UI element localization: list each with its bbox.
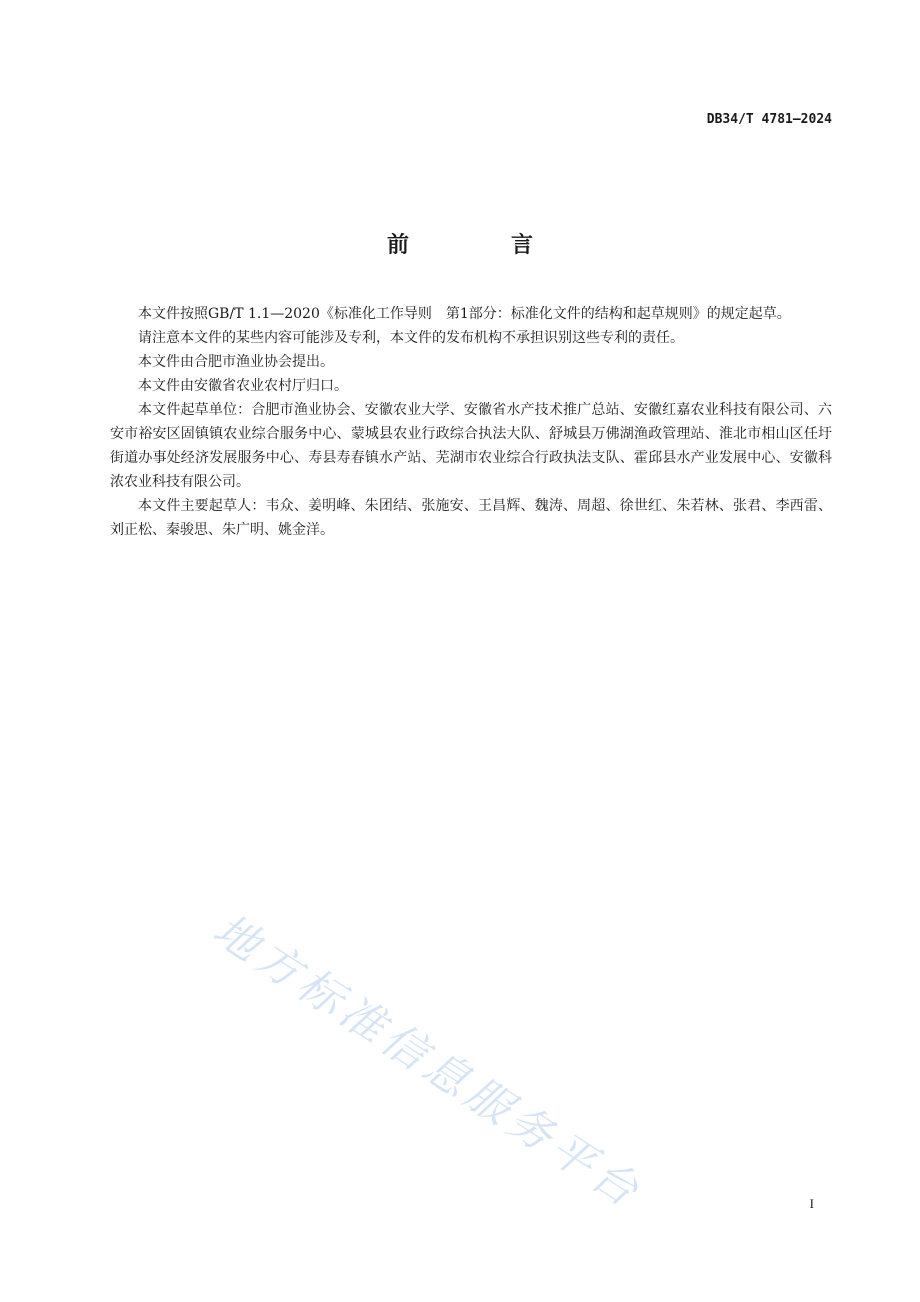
paragraph-proposer: 本文件由合肥市渔业协会提出。 xyxy=(138,354,334,370)
paragraph-drafters: 本文件主要起草人：韦众、姜明峰、朱团结、张施安、王昌辉、魏涛、周超、徐世红、朱若林、张君、李西雷、刘正松、秦骏思、朱广明、姚金洋。 xyxy=(110,498,832,538)
watermark: 地方标准信息服务平台 xyxy=(204,904,652,1220)
paragraph-patent-notice: 请注意本文件的某些内容可能涉及专利，本文件的发布机构不承担识别这些专利的责任。 xyxy=(138,330,684,346)
document-body xyxy=(110,302,832,542)
page-number: I xyxy=(809,1196,814,1211)
page-title: 前 言 xyxy=(386,232,573,258)
paragraph-drafting-units: 本文件起草单位：合肥市渔业协会、安徽农业大学、安徽省水产技术推广总站、安徽红嘉农业科技有限公司、六安市裕安区固镇镇农业综合服务中心、蒙城县农业行政综合执法大队、舒城县万佛湖渔政管理站、淮北市相山区任圩街道办事处经济发展服务中心、寿县寿春镇水产站、芜湖市农业综合行政执法支队、霍邱县水产业发展中心、安徽科浓农业科技有限公司。 xyxy=(110,402,832,490)
paragraph-drafting-basis: 本文件按照GB/T 1.1—2020《标准化工作导则 第1部分：标准化文件的结构和起草规则》的规定起草。 xyxy=(138,306,791,322)
standard-code: DB34/T 4781—2024 xyxy=(706,112,832,127)
paragraph-centralized-by: 本文件由安徽省农业农村厅归口。 xyxy=(138,378,348,394)
